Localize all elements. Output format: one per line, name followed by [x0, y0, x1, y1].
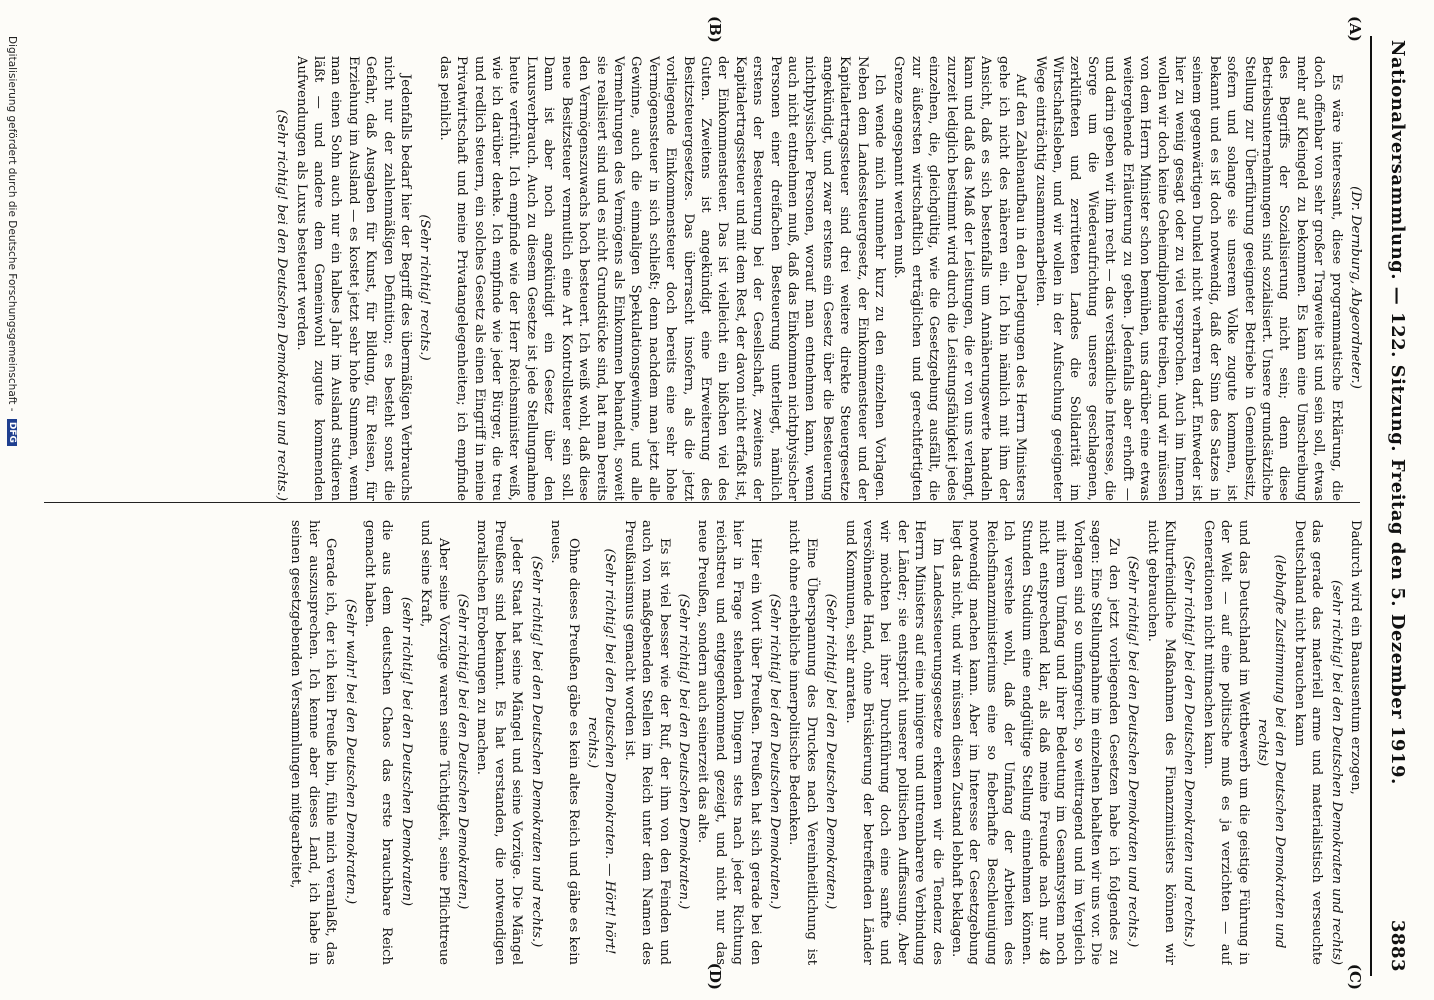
paragraph: Im Landessteuerungsgesetze erkennen wir die Tendenz des Herrn Ministers auf eine innigere und untrennbarere Verbindung der Länder; sie entspricht unserer politischen Auffassung. Aber wir möchten bei ihrer Durchführung doch eine sanfte und versöhnende Hand, ohne Brüskierung der betreffenden Länder und Kommunen, sehr anraten.	[842, 520, 945, 965]
paragraph: Jedenfalls bedarf hier der Begriff des übermäßigen Verbrauchs nicht nur der zahlenmäßigen Definition; es besteht sonst die Gefahr, daß Ausgaben für Kunst, für Bildung, für Reisen, für Erziehung im Ausland — es kostet jetzt sehr hohe Summen, wenn man einen Sohn auch nur ein halbes Jahr im Ausland studieren läßt — und andere dem Gemeinwohl zugute kommenden Aufwendungen als Luxus besteuert werden.	[293, 56, 414, 501]
header-title: Nationalversammlung. — 122. Sitzung. Freitag den 5. Dezember 1919.	[1387, 40, 1408, 785]
interjection: (lebhafte Zustimmung bei den Deutschen Demokraten und rechts)	[1254, 554, 1288, 949]
paragraph: Aber seine Vorzüge waren seine Tüchtigkeit, seine Pflichttreue und seine Kraft,	[418, 520, 451, 965]
paragraph: Es ist viel besser wie der Ruf, der ihm von den Feinden und auch von maßgebenden Stellen im Reich unter dem Namen des Preußianismus gemacht worden ist.	[621, 520, 672, 965]
paragraph: Es wäre interessant, diese programmatische Erklärung, die doch offenbar von sehr großer Tragweite ist und sein soll, etwas mehr auf Kleingeld zu bekommen. Es kann eine Umschreibung des Begriffs der Sozialisierung nicht sein; denn diese Betriebsunternehmungen sind sozialisiert. Unsere grundsätzliche Stellung zur Überführung geeigneter Betriebe in Gemeinbesitz, sofern und solange sie unserem Volke zugute kommen, ist bekannt und es ist doch notwendig, daß der Sinn des Satzes in seinem gegenwärtigen Dunkel nicht verharren darf. Entweder ist hier zu wenig gesagt oder zu viel versprochen. Auch im Innern wollen wir doch keine Geheimdiplomatie treiben, und wir müssen von dem Herrn Minister schon bemühen, uns darüber eine etwas weitergehende Erläuterung zu geben. Jedenfalls aber erhofft — und darin geben wir ihm recht — das verständliche Interesse, die Sorge um die Wiederaufrichtung unseres geschlagenen, zerklüfteten und zerrütteten Landes die Solidarität im Wirtschaftsleben, und wir wollen in der Aufsuchung geeigneter Wege einträchtig zusammenarbeiten.	[1032, 56, 1344, 501]
interjection: (sehr richtig! bei den Deutschen Demokraten und rechts)	[1328, 579, 1344, 965]
paragraph: Dadurch wird ein Banausentum erzogen,	[1348, 520, 1363, 795]
paragraph: Ohne dieses Preußen gäbe es kein altes Reich und gäbe es kein neues.	[548, 520, 581, 965]
margin-marker-b: (B)	[706, 16, 724, 43]
paragraph: Jeder Staat hat seine Mängel und seine Vorzüge. Die Mängel Preußens sind bekannt. Es hat verstanden, die notwendigen moralischen Eroberungen zu machen.	[474, 520, 525, 965]
interjection: (Sehr richtig! bei den Deutschen Demokraten.)	[767, 593, 782, 910]
paragraph: Ich wende mich nunmehr kurz zu den einzelnen Vorlagen. Neben dem Landessteuergesetz, der Einkommensteuer und der Kapitalertragssteuer sind drei weitere direkte Steuergesetze angekündigt, und zwar erstens ein Gesetz über die Besteuerung nichtphysischer Personen, worauf man entnehmen kann, wenn auch nicht entnehmen muß, daß das Einkommen nichtphysischer Personen einer dreifachen Besteuerung unterliegt, nämlich erstens der Besteuerung bei der Gesellschaft, zweitens der Kapitalertragssteuer und mit dem Rest, der davon nicht erfaßt ist, der Einkommensteuer. Das ist vielleicht ein bißchen viel des Guten. Zweitens ist angekündigt eine Erweiterung des Besitzsteuergesetzes. Das überrascht insofern, als die jetzt vorliegende Einkommensteuer doch bereits eine sehr hohe Vermögenssteuer in sich schließt; denn nachdem man jetzt alle Gewinne, auch die einmaligen Spekulationsgewinne, und alle Vermehrungen des Vermögens als Einkommen behandelt, soweit sie realisiert sind und es nicht Grundstücke sind, hat man bereits den Vermögenszuwachs hoch besteuert. Ich weiß wohl, daß diese neue Besitzsteuer vermutlich eine Art Kontrollsteuer sein soll. Dann ist aber noch angekündigt ein Gesetz über den Luxusverbrauch. Auch zu diesem Gesetze ist jede Stellungnahme heute verfrüht. Ich empfinde wie der Herr Reichsminister weiß, wie ich darüber denke. Ich empfinde wie jeder Bürger, die treu und redlich steuern, ein solches Gesetz als einen Eingriff in meine Privatwirtschaft und meine Privatangelegenheiten; ich empfinde das peinlich.	[436, 56, 888, 501]
interjection: (Dr. Dernburg, Abgeordneter.)	[1348, 186, 1363, 389]
interjection: (Sehr richtig! bei den Deutschen Demokraten.)	[455, 593, 471, 910]
page-number: 3883	[1387, 919, 1408, 972]
paragraph: und das Deutschland im Wettbewerb um die geistige Führung in der Welt — auf eine politische muß es ja verzichten — auf Generationen nicht mitmachen kann.	[1200, 520, 1251, 965]
header-rule	[1370, 36, 1372, 976]
margin-marker-c: (C)	[1346, 963, 1364, 990]
page-header	[1376, 40, 1416, 972]
paragraph: Kulturfeindliche Maßnahmen des Finanzministers können wir nicht gebrauchen.	[1144, 520, 1177, 965]
interjection: (Sehr richtig! bei den Deutschen Demokraten und rechts.)	[274, 109, 290, 501]
interjection: (Sehr richtig! bei den Deutschen Demokraten und rechts.)	[1125, 555, 1141, 948]
dfg-logo: DFG	[7, 419, 17, 446]
paragraph: Zu den jetzt vorliegenden Gesetzen habe ich folgendes zu sagen: Eine Stellungnahme im einzelnen behalten wir uns vor. Die Vorlagen sind so umfangreich, so weittragend und im Vergleich mit ihrem Umfang und ihrer Bedeutung im Gesamtsystem noch nicht entsprechend klar, als daß meine Freunde nach nur 48 Stunden Studium eine endgültige Stellung einnehmen können. Ich verstehe wohl, daß der Umfang der Arbeiten des Reichsfinanzministeriums eine so fieberhafte Beschleunigung notwendig machen kann. Aber im Interesse der Gesetzgebung liegt das nicht, und wir müssen diesen Zustand lebhaft beklagen.	[949, 520, 1121, 965]
page-footer	[6, 36, 18, 446]
interjection: (Sehr wahr! bei den Deutschen Demokraten.)	[342, 598, 358, 905]
margin-marker-a: (A)	[1346, 16, 1364, 42]
paragraph: Eine Überspannung des Druckes nach Vereinheitlichung ist nicht ohne erhebliche innerpolitische Bedenken.	[786, 520, 819, 965]
paragraph: Gerade ich, der ich kein Preuße bin, fühle mich veranlaßt, das hier auszusprechen. Ich kenne aber dieses Land, ich habe in seinen gesetzgebenden Versammlungen mitgearbeitet,	[288, 520, 339, 965]
interjection: (Sehr richtig! rechts.)	[417, 214, 433, 361]
margin-marker-d: (D)	[706, 962, 724, 990]
interjection: (Sehr richtig! bei den Deutschen Demokraten und rechts.)	[1181, 555, 1197, 948]
right-column	[40, 520, 1364, 965]
interjection: (Sehr richtig! bei den Deutschen Demokraten.)	[823, 593, 839, 910]
interjection: (Sehr richtig! bei den Deutschen Demokraten. — Hört! hört! rechts.)	[584, 548, 618, 955]
interjection: (Sehr richtig! bei den Deutschen Demokraten.)	[675, 593, 691, 910]
interjection: (sehr richtig! bei den Deutschen Demokraten)	[398, 596, 414, 907]
interjection: (Sehr richtig! bei den Deutschen Demokraten und rechts.)	[528, 555, 544, 948]
footer-credit: Digitalisierung gefördert durch die Deutsche Forschungsgemeinschaft -	[6, 36, 18, 412]
paragraph: die aus dem deutschen Chaos das erste brauchbare Reich gemacht haben.	[362, 520, 395, 965]
column-divider	[44, 502, 1360, 503]
paragraph: Auf den Zahlenaufbau in den Darlegungen des Herrn Ministers gehe ich nicht des näheren ein. Ich bin nämlich mit ihm der Ansicht, daß es sich bestenfalls um Annäherungswerte handeln kann und daß das Maß der Leistungen, die er von uns verlangt, zurzeit lediglich bestimmt wird durch die Leistungsfähigkeit jedes einzelnen, die, gleichgültig, wie die Gesetzgebung ausfällt, die zur äußersten wirtschaftlich erträglichen und gerechtfertigten Grenze angespannt werden muß.	[891, 56, 1029, 501]
paragraph: Hier ein Wort über Preußen. Preußen hat sich gerade bei den hier in Frage stehenden Dingern stets nach jeder Richtung reichstreu und entgegenkommend gezeigt, und nicht nur das neue Preußen, sondern auch seinerzeit das alte.	[695, 520, 763, 965]
left-column	[40, 56, 1364, 501]
paragraph: das gerade das materiell arme und materialistisch verseuchte Deutschland nicht brauchen kann	[1291, 520, 1325, 965]
